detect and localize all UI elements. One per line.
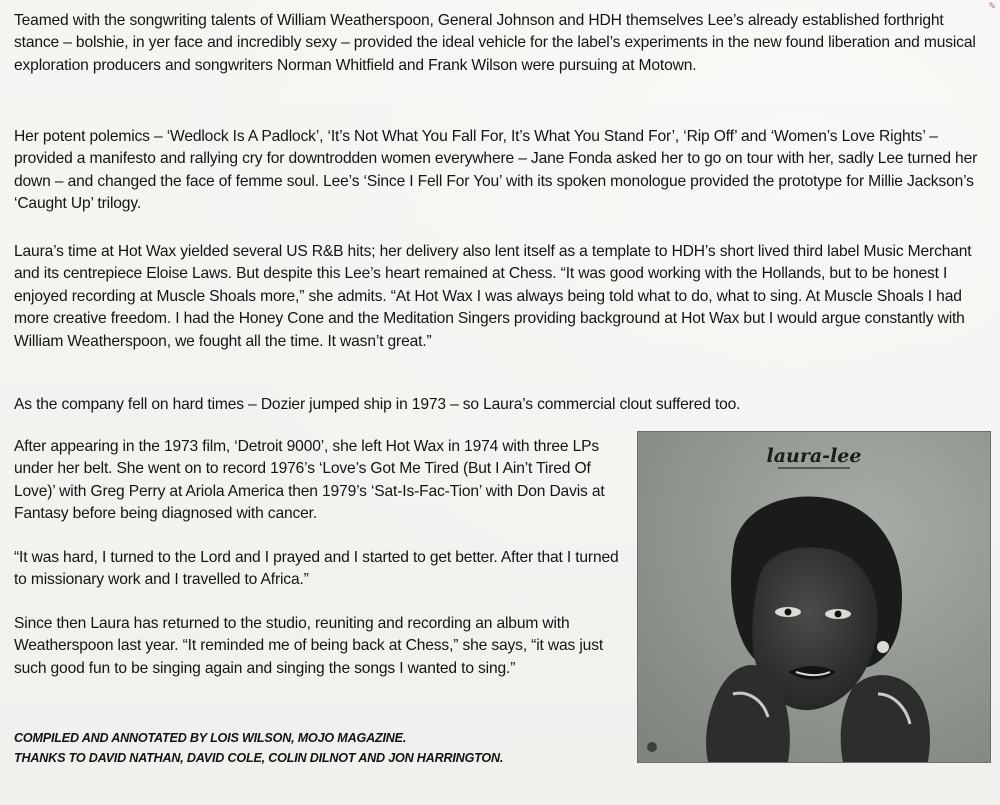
paragraph-detroit-9000: After appearing in the 1973 film, ‘Detroit 9000’, she left Hot Wax in 1974 with three LPs under her belt. She went on to record 1976’s ‘Love’s Got Me Tired (But I Ain’t Tired Of Love)’ with Greg Perry at Ariola America then 1979’s ‘Sat-Is-Fac-Tion’ with Don Davis at Fantasy before being diagnosed with cancer. [14,438,605,523]
album-cover-image [638,432,990,762]
paragraph-songwriting: Teamed with the songwriting talents of William Weatherspoon, General Johnson and HDH themselves Lee’s already established forthright stance – bolshie, in yer face and incredibly sexy – provided the ideal vehicle for the label’s experiments in the new found liberation and musical exploration producers and songwriters Norman Whitfield and Frank Wilson were pursuing at Motown. [14,12,976,74]
credits-block [14,728,630,768]
credits-compiled: COMPILED AND ANNOTATED BY LOIS WILSON, MOJO MAGAZINE. [14,731,407,745]
paragraph-hard-times: As the company fell on hard times – Dozier jumped ship in 1973 – so Laura’s commercial clout suffered too. [14,396,741,413]
cover-logo-text: laura-lee [766,445,862,467]
paragraph-quote: “It was hard, I turned to the Lord and I prayed and I started to get better. After that I turned to missionary work and I travelled to Africa.” [14,549,619,589]
paragraph-return: Since then Laura has returned to the studio, reuniting and recording an album with Weatherspoon last year. “It reminded me of being back at Chess,” she says, “it was just such good fun to be singing again and singing the songs I wanted to sing.” [14,615,604,677]
credits-thanks: THANKS TO DAVID NATHAN, DAVID COLE, COLIN DILNOT AND JON HARRINGTON. [14,751,504,765]
corner-scan-mark: ✎ [988,2,996,12]
paragraph-polemics: Her potent polemics – ‘Wedlock Is A Padlock’, ‘It’s Not What You Fall For, It’s What You Stand For’, ‘Rip Off’ and ‘Women’s Love Rights’ – provided a manifesto and rallying cry for downtrodden women everywhere – Jane Fonda asked her to go on tour with her, sadly Lee turned her down – and changed the face of femme soul. Lee’s ‘Since I Fell For You’ with its spoken monologue provided the prototype for Millie Jackson’s ‘Caught Up’ trilogy. [14,128,978,213]
album-cover-art [638,432,990,762]
paragraph-hot-wax: Laura’s time at Hot Wax yielded several US R&B hits; her delivery also lent itself as a template to HDH’s short lived third label Music Merchant and its centrepiece Eloise Laws. But despite this Lee’s heart remained at Chess. “It was good working with the Hollands, but to be honest I enjoyed recording at Muscle Shoals more,” she admits. “At Hot Wax I was always being told what to do, what to sing. At Muscle Shoals I had more creative freedom. I had the Honey Cone and the Meditation Singers providing background at Hot Wax but I would argue constantly with William Weatherspoon, we fought all the time. It wasn’t great.” [14,243,972,350]
